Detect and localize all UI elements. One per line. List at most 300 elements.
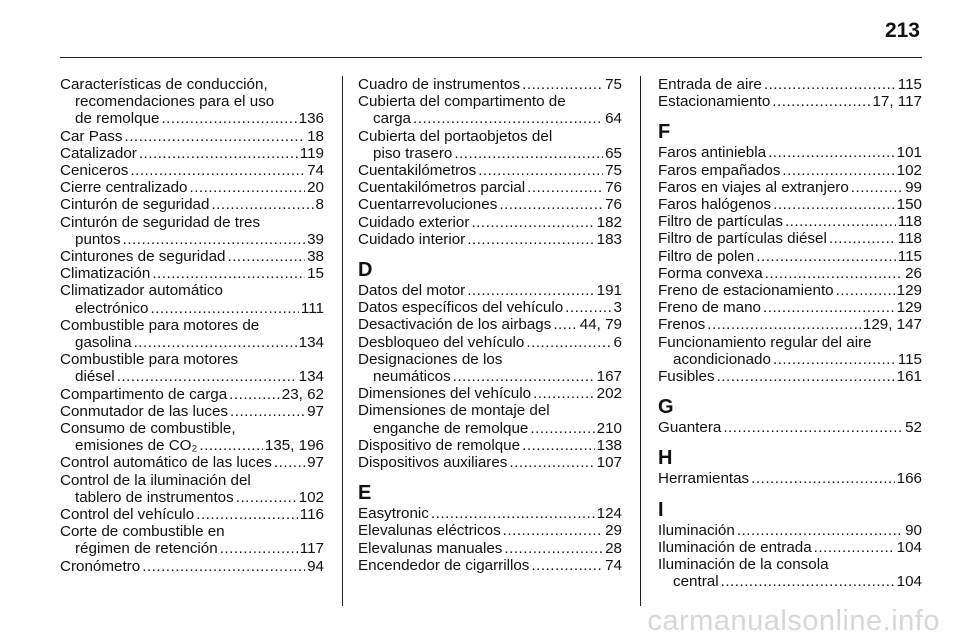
entry-text: Designaciones de los xyxy=(358,350,503,368)
page-reference: 161 xyxy=(896,368,922,386)
page-reference: 210 xyxy=(596,419,622,437)
entry-text: Estacionamiento xyxy=(658,93,771,111)
entry-text: emisiones de CO₂ xyxy=(75,437,198,455)
index-entry xyxy=(658,316,922,333)
entry-text: diésel xyxy=(75,368,115,386)
entry-line xyxy=(358,76,622,93)
entry-text: carga xyxy=(373,110,411,128)
page-reference: 20 xyxy=(307,179,324,197)
entry-line xyxy=(60,506,324,523)
page-reference: 99 xyxy=(905,178,922,196)
entry-line xyxy=(60,540,324,557)
page-reference: 52 xyxy=(905,419,922,437)
entry-line xyxy=(658,299,922,316)
page-reference: 115 xyxy=(897,350,922,368)
entry-text: Iluminación de entrada xyxy=(658,538,812,556)
index-entry xyxy=(60,386,324,403)
index-entry xyxy=(60,179,324,196)
dot-leader xyxy=(236,489,297,506)
page-reference: 90 xyxy=(905,521,922,539)
entry-line xyxy=(658,539,922,556)
section-letter: F xyxy=(658,121,671,144)
entry-line xyxy=(358,557,622,574)
entry-text: Encendedor de cigarrillos xyxy=(358,556,530,574)
page-reference: 97 xyxy=(307,402,324,420)
entry-line xyxy=(358,110,622,127)
entry-line xyxy=(658,351,922,368)
entry-text: acondicionado xyxy=(673,350,771,368)
index-entry xyxy=(358,282,622,299)
entry-line xyxy=(358,179,622,196)
page-reference: 118 xyxy=(897,230,922,248)
page-reference: 129 xyxy=(896,282,922,300)
index-entry xyxy=(358,402,622,436)
entry-text: Conmutador de las luces xyxy=(60,402,228,420)
entry-text: tablero de instrumentos xyxy=(75,488,234,506)
page-reference: 74 xyxy=(605,556,622,574)
entry-text: electrónico xyxy=(75,299,149,317)
dot-leader xyxy=(531,557,603,574)
watermark: carmanualsonline.info xyxy=(647,605,940,637)
page-reference: 76 xyxy=(605,196,622,214)
entry-text: Funcionamiento regular del aire xyxy=(658,333,872,351)
entry-text: Climatización xyxy=(60,265,151,283)
index-entry xyxy=(358,231,622,248)
index-entry xyxy=(658,419,922,436)
dot-leader xyxy=(721,573,895,590)
entry-line xyxy=(658,162,922,179)
dot-leader xyxy=(227,248,305,265)
page-reference: 65 xyxy=(605,144,622,162)
entry-text: Datos del motor xyxy=(358,282,466,300)
dot-leader xyxy=(123,231,305,248)
page-reference: 150 xyxy=(896,196,922,214)
index-entry xyxy=(658,470,922,487)
index-entry xyxy=(60,145,324,162)
index-entry xyxy=(358,214,622,231)
entry-line xyxy=(358,299,622,316)
index-entry xyxy=(60,351,324,385)
index-entry xyxy=(358,162,622,179)
entry-line xyxy=(60,110,324,127)
index-entry xyxy=(658,230,922,247)
dot-leader xyxy=(124,128,305,145)
entry-text: Cuentarrevoluciones xyxy=(358,196,498,214)
dot-leader xyxy=(471,214,594,231)
page-reference: 117 xyxy=(299,540,324,558)
dot-leader xyxy=(413,110,603,127)
page-reference: 38 xyxy=(307,248,324,266)
entry-text: Easytronic xyxy=(358,505,429,523)
entry-text: piso trasero xyxy=(373,144,453,162)
index-entry xyxy=(358,93,622,127)
entry-text: Cubierta del compartimento de xyxy=(358,93,566,111)
dot-leader xyxy=(717,368,895,385)
index-entry xyxy=(658,368,922,385)
dot-leader xyxy=(478,162,603,179)
page-reference: 135, 196 xyxy=(264,437,324,455)
dot-leader xyxy=(211,196,313,213)
entry-line xyxy=(60,489,324,506)
entry-text: Dispositivo de remolque xyxy=(358,436,521,454)
entry-line xyxy=(658,470,922,487)
entry-line xyxy=(358,282,622,299)
dot-leader xyxy=(117,368,297,385)
index-entry xyxy=(358,454,622,471)
dot-leader xyxy=(142,558,305,575)
entry-text: enganche de remolque xyxy=(373,419,529,437)
entry-line xyxy=(60,248,324,265)
entry-line xyxy=(658,179,922,196)
entry-line xyxy=(658,213,922,230)
index-entry xyxy=(60,76,324,128)
entry-text: régimen de retención xyxy=(75,540,218,558)
entry-text: Control automático de las luces xyxy=(60,454,272,472)
section-letter: D xyxy=(358,259,373,282)
index-entry xyxy=(358,351,622,385)
dot-leader xyxy=(565,299,611,316)
entry-line xyxy=(60,179,324,196)
index-entry xyxy=(658,556,922,590)
page-reference: 202 xyxy=(596,385,622,403)
entry-text: Desbloqueo del vehículo xyxy=(358,333,525,351)
dot-leader xyxy=(765,265,903,282)
index-column-3 xyxy=(658,76,922,590)
page-reference: 129 xyxy=(896,299,922,317)
page-reference: 191 xyxy=(596,282,622,300)
index-entry xyxy=(358,316,622,333)
entry-text: Consumo de combustible, xyxy=(60,420,236,438)
entry-text: Cuidado interior xyxy=(358,230,466,248)
index-entry xyxy=(358,437,622,454)
entry-text: Frenos xyxy=(658,316,706,334)
index-entry xyxy=(358,385,622,402)
page-reference: 129, 147 xyxy=(862,316,922,334)
index-entry xyxy=(658,213,922,230)
page-reference: 18 xyxy=(307,127,324,145)
entry-text: Dispositivos auxiliares xyxy=(358,454,508,472)
section-letter: E xyxy=(358,482,372,505)
entry-text: Entrada de aire xyxy=(658,76,762,93)
index-entry xyxy=(60,214,324,248)
page-reference: 115 xyxy=(897,247,922,265)
page-reference: 8 xyxy=(315,196,324,214)
index-entry xyxy=(358,196,622,213)
dot-leader xyxy=(161,110,296,127)
section-letter: G xyxy=(658,396,674,419)
dot-leader xyxy=(150,300,298,317)
entry-line xyxy=(658,93,922,110)
entry-line xyxy=(658,76,922,93)
dot-leader xyxy=(189,179,305,196)
entry-line xyxy=(658,248,922,265)
index-column-1 xyxy=(60,76,324,575)
page-reference: 17, 117 xyxy=(872,93,922,111)
dot-leader xyxy=(199,437,262,454)
section-letter: I xyxy=(658,498,664,521)
dot-leader xyxy=(764,76,896,93)
entry-text: Dimensiones del vehículo xyxy=(358,385,532,403)
entry-line xyxy=(60,403,324,420)
dot-leader xyxy=(737,522,903,539)
entry-text: Filtro de partículas diésel xyxy=(658,230,827,248)
entry-text: Cuadro de instrumentos xyxy=(358,76,521,93)
entry-line xyxy=(658,230,922,247)
dot-leader xyxy=(772,93,870,110)
dot-leader xyxy=(503,522,603,539)
entry-text: Cinturones de seguridad xyxy=(60,248,226,266)
dot-leader xyxy=(453,368,595,385)
entry-line xyxy=(358,196,622,213)
index-entry xyxy=(358,334,622,351)
entry-line xyxy=(358,522,622,539)
entry-text: Combustible para motores xyxy=(60,351,239,369)
entry-line xyxy=(60,368,324,385)
entry-line xyxy=(358,420,622,437)
entry-line xyxy=(60,145,324,162)
entry-line xyxy=(658,196,922,213)
entry-line xyxy=(60,300,324,317)
index-entry xyxy=(358,299,622,316)
index-entry xyxy=(60,162,324,179)
dot-leader xyxy=(499,196,603,213)
page-reference: 101 xyxy=(896,144,922,162)
entry-text: Forma convexa xyxy=(658,264,763,282)
entry-text: Filtro de polen xyxy=(658,247,755,265)
index-entry xyxy=(60,523,324,557)
dot-leader xyxy=(851,179,903,196)
entry-text: Dimensiones de montaje del xyxy=(358,402,550,420)
entry-text: Faros antiniebla xyxy=(658,144,767,162)
entry-text: Herramientas xyxy=(658,470,750,488)
index-entry xyxy=(60,506,324,523)
entry-text: Faros empañados xyxy=(658,161,781,179)
page-number: 213 xyxy=(884,19,920,42)
entry-line xyxy=(358,214,622,231)
index-entry xyxy=(658,539,922,556)
page-reference: 6 xyxy=(613,333,622,351)
index-entry xyxy=(658,196,922,213)
index-entry xyxy=(658,299,922,316)
page-reference: 76 xyxy=(605,179,622,197)
entry-text: Combustible para motores de xyxy=(60,316,260,334)
page-reference: 23, 62 xyxy=(281,385,324,403)
page-reference: 183 xyxy=(596,230,622,248)
dot-leader xyxy=(782,162,894,179)
dot-leader xyxy=(152,265,305,282)
page-reference: 166 xyxy=(896,470,922,488)
column-divider xyxy=(342,76,343,606)
index-entry xyxy=(658,282,922,299)
dot-leader xyxy=(134,334,297,351)
entry-text: Iluminación de la consola xyxy=(658,556,829,574)
dot-leader xyxy=(773,196,895,213)
dot-leader xyxy=(553,316,577,333)
entry-line xyxy=(60,454,324,471)
page-reference: 134 xyxy=(298,368,324,386)
page-reference: 107 xyxy=(596,454,622,472)
index-entry xyxy=(658,334,922,368)
entry-line xyxy=(658,368,922,385)
page-reference: 39 xyxy=(307,230,324,248)
index-entry xyxy=(358,128,622,162)
index-entry xyxy=(60,265,324,282)
page-reference: 28 xyxy=(605,539,622,557)
entry-line xyxy=(658,265,922,282)
entry-line xyxy=(358,231,622,248)
entry-line xyxy=(358,505,622,522)
entry-line xyxy=(60,386,324,403)
entry-line xyxy=(358,385,622,402)
dot-leader xyxy=(504,540,603,557)
index-entry xyxy=(60,454,324,471)
page-reference: 75 xyxy=(605,162,622,180)
index-entry xyxy=(60,403,324,420)
dot-leader xyxy=(454,145,603,162)
index-entry xyxy=(658,265,922,282)
entry-line xyxy=(358,437,622,454)
dot-leader xyxy=(139,145,298,162)
page-reference: 104 xyxy=(896,538,922,556)
dot-leader xyxy=(467,231,594,248)
entry-text: Filtro de partículas xyxy=(658,213,783,231)
dot-leader xyxy=(229,386,280,403)
entry-line xyxy=(60,437,324,454)
entry-text: Cuentakilómetros parcial xyxy=(358,179,526,197)
dot-leader xyxy=(274,454,305,471)
index-entry xyxy=(658,144,922,161)
dot-leader xyxy=(756,248,896,265)
index-entry xyxy=(658,76,922,93)
entry-line xyxy=(358,368,622,385)
page-reference: 116 xyxy=(299,506,324,524)
entry-text: Car Pass xyxy=(60,127,123,145)
entry-text: Guantera xyxy=(658,419,722,437)
page-reference: 124 xyxy=(596,505,622,523)
entry-line xyxy=(60,128,324,145)
entry-line xyxy=(658,144,922,161)
entry-text: Elevalunas manuales xyxy=(358,539,503,557)
dot-leader xyxy=(530,420,594,437)
page-reference: 136 xyxy=(298,110,324,128)
entry-line xyxy=(358,334,622,351)
index-entry xyxy=(60,558,324,575)
page-reference: 74 xyxy=(307,162,324,180)
entry-text: de remolque xyxy=(75,110,160,128)
dot-leader xyxy=(230,403,305,420)
dot-leader xyxy=(527,179,603,196)
entry-text: Cubierta del portaobjetos del xyxy=(358,127,553,145)
dot-leader xyxy=(773,351,896,368)
dot-leader xyxy=(829,230,896,247)
page-reference: 111 xyxy=(300,299,324,317)
index-entry xyxy=(60,196,324,213)
index-entry xyxy=(60,128,324,145)
index-entry xyxy=(60,472,324,506)
page-reference: 134 xyxy=(298,334,324,352)
dot-leader xyxy=(509,454,594,471)
page-reference: 119 xyxy=(299,144,324,162)
entry-line xyxy=(358,162,622,179)
entry-line xyxy=(658,316,922,333)
page-reference: 182 xyxy=(596,213,622,231)
entry-line xyxy=(60,162,324,179)
entry-text: Catalizador xyxy=(60,144,137,162)
dot-leader xyxy=(814,539,895,556)
entry-line xyxy=(358,540,622,557)
dot-leader xyxy=(431,505,595,522)
page-reference: 94 xyxy=(307,557,324,575)
entry-line xyxy=(60,558,324,575)
section-letter: H xyxy=(658,447,673,470)
entry-text: Características de conducción, xyxy=(60,76,268,93)
entry-line xyxy=(60,196,324,213)
dot-leader xyxy=(220,540,298,557)
entry-text: Elevalunas eléctricos xyxy=(358,522,501,540)
page-reference: 26 xyxy=(905,264,922,282)
index-entry xyxy=(658,179,922,196)
entry-text: Desactivación de los airbags xyxy=(358,316,552,334)
index-entry xyxy=(658,522,922,539)
entry-text: Iluminación xyxy=(658,521,735,539)
dot-leader xyxy=(467,282,594,299)
entry-text: neumáticos xyxy=(373,368,451,386)
dot-leader xyxy=(751,470,895,487)
index-entry xyxy=(358,522,622,539)
entry-line xyxy=(358,316,622,333)
entry-text: Datos específicos del vehículo xyxy=(358,299,564,317)
entry-text: Faros en viajes al extranjero xyxy=(658,178,849,196)
entry-text: central xyxy=(673,573,719,591)
index-entry xyxy=(358,505,622,522)
entry-text: Cinturón de seguridad xyxy=(60,196,210,214)
page-reference: 138 xyxy=(596,436,622,454)
page-reference: 75 xyxy=(605,76,622,93)
page-reference: 102 xyxy=(896,161,922,179)
entry-text: gasolina xyxy=(75,334,132,352)
dot-leader xyxy=(785,213,896,230)
index-entry xyxy=(60,248,324,265)
entry-text: Cronómetro xyxy=(60,557,141,575)
entry-text: Faros halógenos xyxy=(658,196,772,214)
index-entry xyxy=(658,248,922,265)
entry-line xyxy=(658,573,922,590)
entry-text: Control del vehículo xyxy=(60,506,195,524)
page-reference: 104 xyxy=(896,573,922,591)
dot-leader xyxy=(130,162,305,179)
dot-leader xyxy=(533,385,595,402)
entry-text: Fusibles xyxy=(658,368,715,386)
dot-leader xyxy=(196,506,298,523)
page-reference: 44, 79 xyxy=(579,316,622,334)
column-divider xyxy=(640,76,641,606)
page-reference: 102 xyxy=(298,488,324,506)
entry-text: recomendaciones para el uso xyxy=(75,93,275,111)
index-entry xyxy=(358,179,622,196)
entry-text: puntos xyxy=(75,230,121,248)
dot-leader xyxy=(836,282,895,299)
page-reference: 64 xyxy=(605,110,622,128)
entry-text: Freno de mano xyxy=(658,299,761,317)
index-entry xyxy=(60,317,324,351)
dot-leader xyxy=(763,299,895,316)
dot-leader xyxy=(723,419,903,436)
entry-text: Climatizador automático xyxy=(60,282,223,300)
dot-leader xyxy=(707,316,861,333)
index-entry xyxy=(658,162,922,179)
index-entry xyxy=(358,557,622,574)
entry-line xyxy=(658,522,922,539)
